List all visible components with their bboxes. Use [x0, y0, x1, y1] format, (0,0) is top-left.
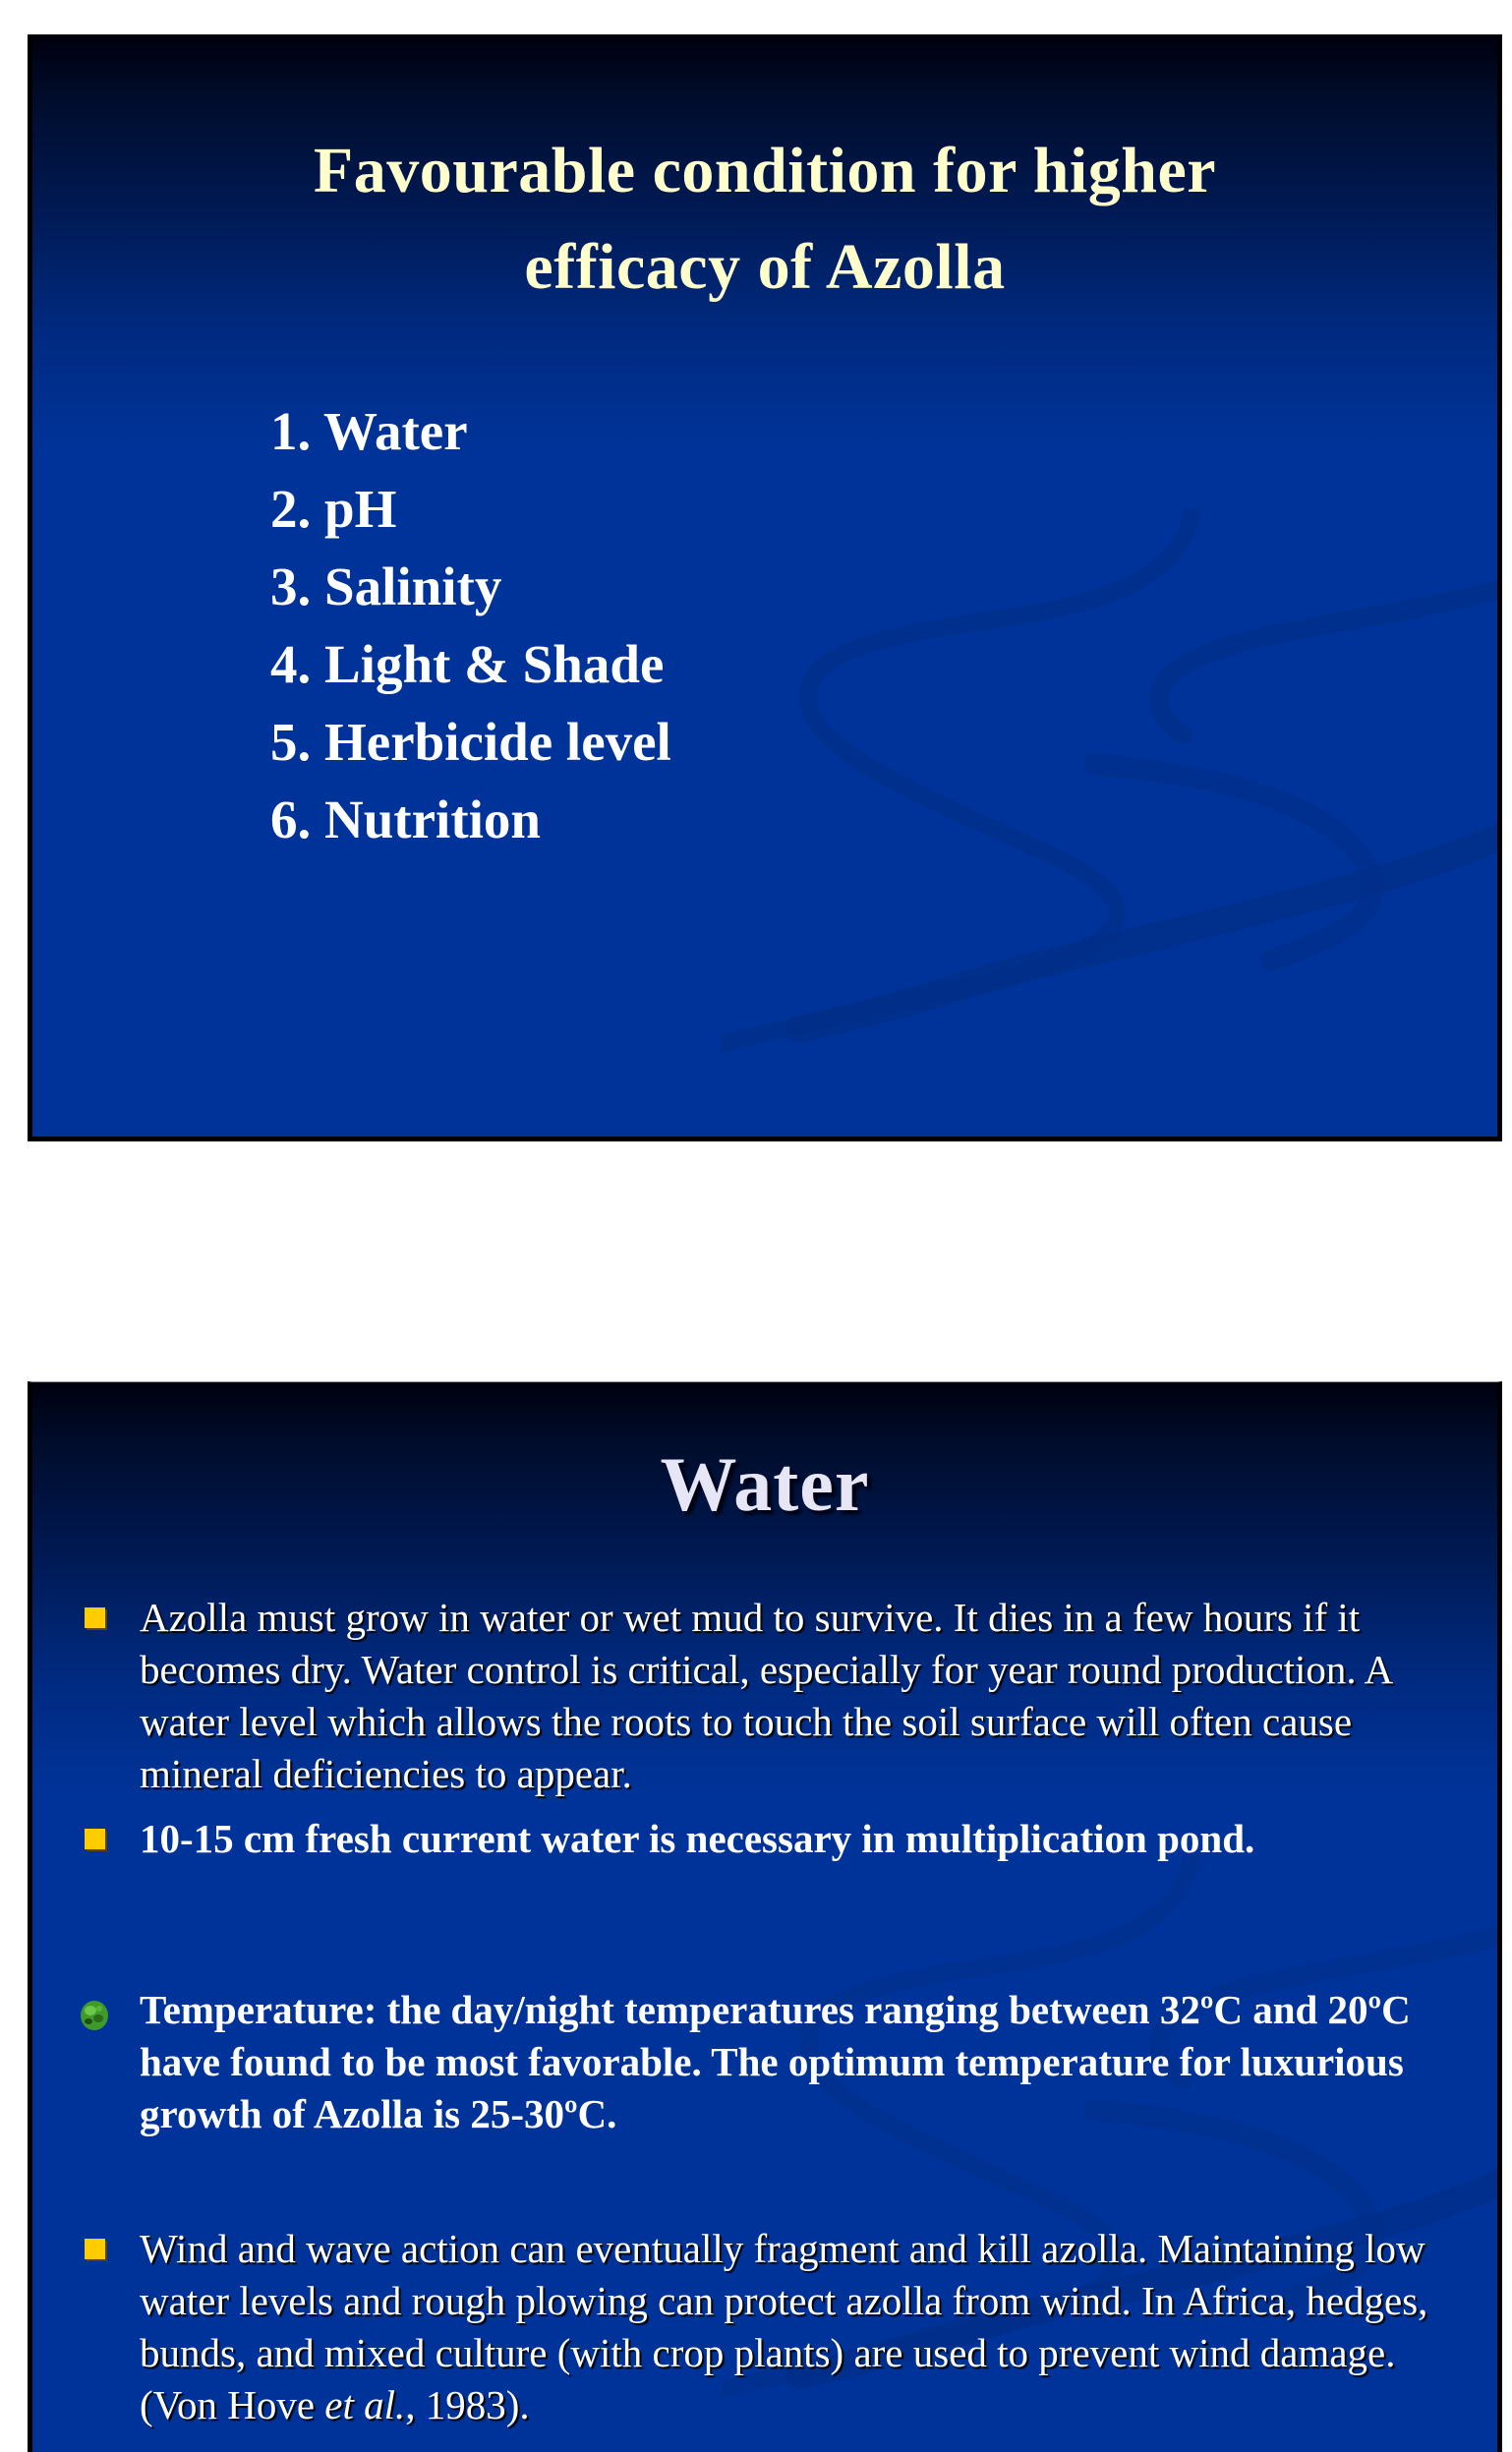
- bullet-item: [140, 1813, 1457, 1865]
- slide-title: Water: [660, 1441, 870, 1527]
- list-item-ph: 2. pH: [270, 479, 397, 539]
- yellow-square-bullet-icon: [85, 1829, 105, 1849]
- list-item-herbicide-level: 5. Herbicide level: [270, 712, 671, 772]
- conditions-list: [270, 392, 671, 858]
- italic-et-al: et al.: [324, 2382, 406, 2427]
- swirl-decoration: [721, 508, 1502, 1141]
- bullet-text: Azolla must grow in water or wet mud to survive. It dies in a few hours if it becomes dry. Water control is critical, especially for year round production. A water level which allows the roots to touch the soil surface will often cause mineral deficiencies to appear.: [140, 1595, 1391, 1796]
- bullet-text: Temperature: the day/night temperatures ranging between 32ºC and 20ºC have found to be most favorable. The optimum temperature for luxurious growth of Azolla is 25-30ºC.: [140, 1987, 1411, 2136]
- green-leaf-bullet-icon: [79, 1993, 110, 2026]
- bullet-list: [32, 1382, 1497, 2452]
- list-item-water: 1. Water: [270, 401, 468, 461]
- list-item-nutrition: 6. Nutrition: [270, 789, 541, 849]
- bullet-text: 10-15 cm fresh current water is necessary in multiplication pond.: [140, 1816, 1255, 1861]
- slide-favourable-conditions: [28, 34, 1502, 1141]
- slide-title-line-2: efficacy of Azolla: [524, 231, 1006, 303]
- list-item-salinity: 3. Salinity: [270, 556, 502, 616]
- bullet-item: [140, 2223, 1457, 2431]
- slide-title: [32, 123, 1497, 316]
- yellow-square-bullet-icon: [85, 1607, 105, 1628]
- bullet-item: [140, 1984, 1457, 2140]
- slide-water: [28, 1381, 1502, 2452]
- yellow-square-bullet-icon: [85, 2239, 105, 2259]
- bullet-text: Wind and wave action can eventually fragment and kill azolla. Maintaining low water levels and rough plowing can protect azolla from wind. In Africa, hedges, bunds, and mixed culture (with crop plants) are used to prevent wind damage. (Von Hove et al., 1983).: [140, 2226, 1428, 2427]
- slide-title-line-1: Favourable condition for higher: [313, 135, 1217, 206]
- bullet-item: [140, 1592, 1457, 1800]
- list-item-light-shade: 4. Light & Shade: [270, 634, 665, 694]
